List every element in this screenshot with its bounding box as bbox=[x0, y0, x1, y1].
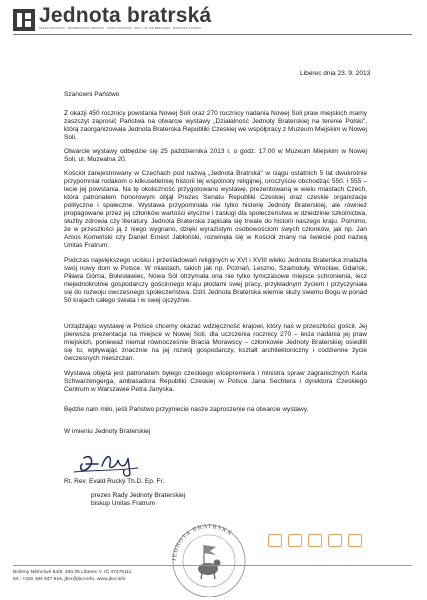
paragraph-closing-invite: Będzie nam miło, jeśli Państwo przyjmiecie nasze zaproszenie na otwarcie wystawy. bbox=[64, 406, 309, 413]
church-seal-icon bbox=[164, 515, 254, 597]
jb-logo-icon bbox=[13, 9, 35, 31]
signer-name: Rt. Rev. Evald Rucký Th.D. Ep. Fr. bbox=[64, 478, 165, 485]
paragraph-persecution: Podczas największego ucisku i prześladowań religijnych w XVI i XVIII wieku Jednota Braterska znalazła swój nowy dom w Polsce. W miastach, takich jak np. Poznań, Leszno, Szamotuły, Wrocław, Gdańsk, Piława Górna, Bolesławiec, Nowa Sól otrzymała ona nie tylko tymczasowe miejsce schronienia, lecz niejednokrotnie gospodarczy gościnnego kraju płodami swej pracy, przykładnym życiem i przyczyniała się do rozwoju owczesnego społeczeństwa. Dziś Jednota Braterska wiernie służy swemu Bogu w ponad 50 krajach całego świata i w swej ojczyźnie. bbox=[64, 257, 367, 305]
signer-role-bishop: biskup Unitas Fratrum bbox=[91, 500, 156, 507]
footer-contact: tel.: +420 484 847 916, jbcr@jbcr.info, www.jbcr.info bbox=[13, 577, 126, 582]
footer-address: Boženy Němcové 54/9, 460 05 Liberec V, IČ 47475111 bbox=[13, 570, 132, 575]
decorative-square-icon bbox=[268, 534, 282, 547]
letter-date: Liberec dnia 23. 9. 2013 bbox=[300, 70, 371, 77]
decorative-square-icon bbox=[288, 534, 302, 547]
svg-text:JEDNOTA BRATRSKÁ: JEDNOTA BRATRSKÁ bbox=[171, 523, 233, 562]
footer-divider bbox=[13, 565, 412, 566]
salutation: Szanowni Państwo bbox=[64, 91, 120, 98]
decorative-square-icon bbox=[348, 534, 362, 547]
signer-role-president: prezes Rady Jednoty Braterskiej bbox=[91, 492, 186, 499]
decorative-square-icon bbox=[328, 534, 342, 547]
handwritten-signature bbox=[72, 444, 142, 478]
paragraph-church-history: Kościół zarejestrowany w Czechach pod nazwą „Jednota Bratrská" w ciągu ostatnich 5 lat dwukrotnie przypomniał rodakom o kilkusetletniej historii tej wspólnoty religijnej, uroczyście obchodząc 550. i 555 – lecie jej powstania. Na tę okoliczność przygotowano wystawę, prezentowaną w wielu miastach Czech, która patronatem honorowym objął Prezes Senatu Republiki Czeskiej oraz czeskie organizacje polityczne i społeczne. Wystawa przypomniała nie tylko historię Jednoty Braterskiej, ale również propagowane przez jej członków wartości etyczne i zasługi dla społeczeństwa w dziedzinie szkolnictwa, służby zdrowia czy literatury. Jednota Braterska zapisała się trwale do historii naszego kraju. Pomimo, że w przeszłości ją z niego wygnano, dzięki wyrazistym osobowościom swych członków, jak np. Jan Amos Komeński czy Daniel Ernest Jabłoński, rozwinęła się w Kościół znany na świecie pod nazwą Unitas Fratrum. bbox=[64, 170, 367, 250]
paragraph-gratitude: Urządzając wystawę w Polsce chcemy okazać wdzięczność krajowi, który nas w przeszłości gościł. Jej pierwsza prezentacja na miejsce w Nowej Soli, dla uczczenia rocznicy 270 – lecia nadania jej praw miejskich, ponieważ niemal równocześnie Bracia Morawscy – członkowie Jednoty Braterskiej osiedlili się tu, wpływając znacznie na jej rozwój gospodarczy, kształt architektoniczny i codzienne życie ówczesnych mieszczan. bbox=[64, 323, 367, 363]
organization-name: Jednota bratrská bbox=[39, 4, 212, 27]
decorative-square-icon bbox=[308, 534, 322, 547]
paragraph-patronage: Wystawa objęta jest patronatem byłego czeskiego wicepremiera i ministra spraw zagranicznych Karla Schwarzengerga, ambasadora Republiki Czeskiej w Polsce Jana Sechtera i dyrektora Czeskiego Centrum w Warszawie Petra Janyska. bbox=[64, 370, 367, 394]
paragraph-opening-date: Otwarcie wystawy odbędzie się 25 października 2013 r. o godz. 17.00 w Muzeum Miejskim w Nowej Soli, ul. Muzealna 20. bbox=[64, 148, 367, 164]
closing-phrase: W imieniu Jednoty Braterskiej bbox=[64, 428, 151, 435]
letterhead-tagline: ČESKÁ PROVINCIE · MEZIPROVINČNÍ JEDNOTA · UNITAS FRATRUM · UNITY OF THE BRETHREN · MORAVIAN CHURCH bbox=[39, 27, 201, 30]
header-divider bbox=[13, 34, 412, 35]
paragraph-invitation: Z okazji 450 rocznicy powstania Nowej Soli oraz 270 rocznicy nadania Nowej Soli praw miejskich mamy zaszczyt zaprosić Państwa na otwarcie wystawy „Działalność Jednoty Braterskiej na terenie Polski", którą zaorganizowała Jednota Braterska Republiki Czeskiej we współpracy z Muzeum Miejskim w Nowej Soli. bbox=[64, 110, 367, 142]
